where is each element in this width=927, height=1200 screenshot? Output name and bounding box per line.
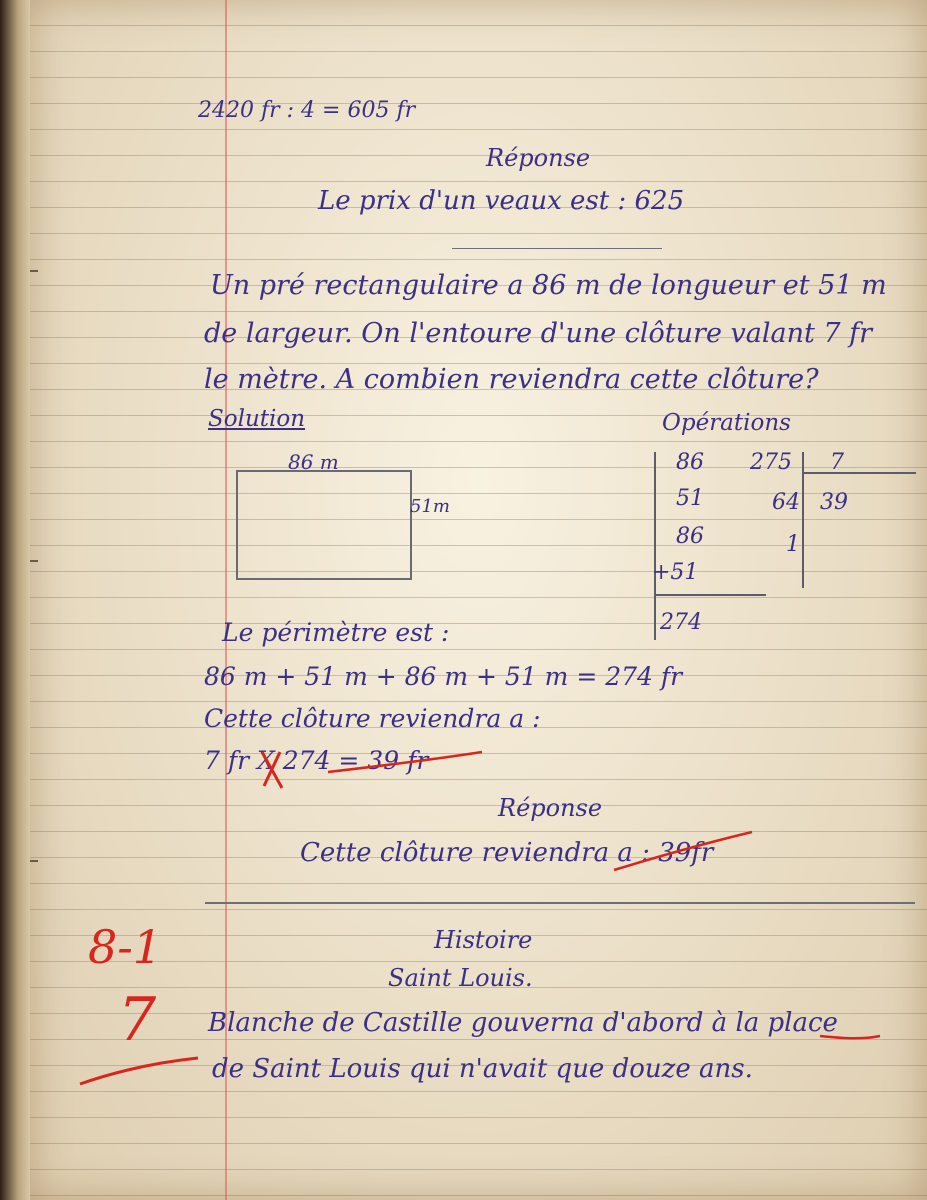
solution-line-1: Le périmètre est : [222,618,450,647]
problem-line-3: le mètre. A combien reviendra cette clôture? [204,364,819,395]
op-remainder-1: 64 [772,490,800,515]
op-sum: 274 [660,610,702,635]
op-addend-2: 51 [676,486,704,511]
grade-top: 8-1 [88,920,163,974]
solution-line-4: 7 fr X 274 = 39 fr [204,746,429,775]
strike-result-1 [328,752,482,772]
multiply-correction [262,752,282,788]
history-line-2: de Saint Louis qui n'avait que douze ans. [212,1054,753,1084]
solution-heading: Solution [208,406,306,432]
problem-line-1: Un pré rectangulaire a 86 m de longueur et 51 m [210,270,887,301]
answer-2: Cette clôture reviendra a : 39fr [300,838,714,868]
history-heading: Histoire [434,926,533,954]
op-addend-1: 86 [676,450,704,475]
strike-result-2 [614,832,752,870]
op-quotient: 39 [820,490,848,515]
grade-underline [80,1058,198,1084]
op-addend-3: 86 [676,524,704,549]
calc-line: 2420 fr : 4 = 605 fr [198,98,416,123]
strike-word [820,1036,880,1038]
op-addend-4: +51 [652,560,699,585]
problem-line-2: de largeur. On l'entoure d'une clôture valant 7 fr [204,318,873,349]
op-divisor: 7 [830,450,844,475]
solution-line-3: Cette clôture reviendra a : [204,704,541,733]
grade-bottom: 7 [118,985,157,1055]
op-remainder-2: 1 [786,532,800,557]
answer-1: Le prix d'un veaux est : 625 [318,186,685,216]
answer-heading-2: Réponse [498,794,603,822]
operations-heading: Opérations [662,410,791,436]
answer-heading-1: Réponse [486,144,591,172]
diagram-width-label: 86 m [288,450,339,474]
op-dividend: 275 [750,450,792,475]
history-title: Saint Louis. [388,964,533,992]
diagram-height-label: 51m [410,496,450,517]
solution-line-2: 86 m + 51 m + 86 m + 51 m = 274 fr [204,662,683,691]
history-line-1: Blanche de Castille gouverna d'abord à la place [208,1008,838,1038]
